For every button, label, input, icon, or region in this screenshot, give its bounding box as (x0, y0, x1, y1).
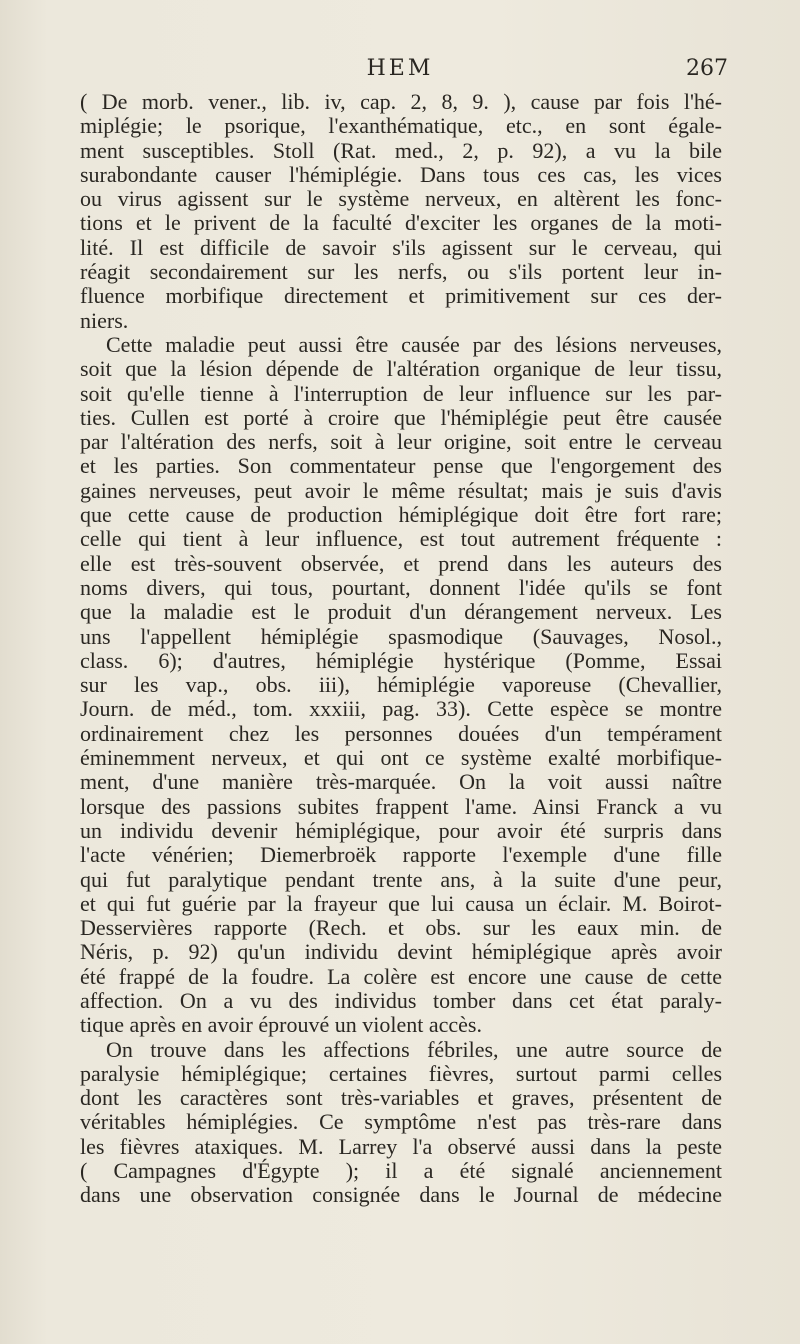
text-line: soit qu'elle tienne à l'interruption de leur influence sur les par- (80, 380, 722, 406)
text-line: dont les caractères sont très-variables et graves, présentent de (80, 1085, 722, 1111)
text-line: niers. (80, 307, 129, 333)
text-line: les fièvres ataxiques. M. Larrey l'a observé aussi dans la peste (80, 1133, 722, 1159)
text-line: ment susceptibles. Stoll (Rat. med., 2, p. 92), a vu la bile (80, 137, 722, 163)
running-head: HEM (366, 56, 434, 81)
text-line: elle est très-souvent observée, et prend dans les auteurs des (80, 550, 722, 576)
text-line: véritables hémiplégies. Ce symptôme n'est pas très-rare dans (80, 1109, 722, 1135)
text-line: que cette cause de production hémiplégique doit être fort rare; (80, 502, 722, 528)
text-line: soit que la lésion dépende de l'altération organique de leur tissu, (80, 356, 722, 382)
text-line: gaines nerveuses, peut avoir le même résultat; mais je suis d'avis (80, 477, 722, 503)
text-line: Desservières rapporte (Rech. et obs. sur les eaux min. de (80, 915, 722, 941)
text-line: class. 6); d'autres, hémiplégie hystérique (Pomme, Essai (80, 647, 722, 673)
text-line: lorsque des passions subites frappent l'ame. Ainsi Franck a vu (80, 793, 722, 819)
text-line: ( Campagnes d'Égypte ); il a été signalé anciennement (80, 1158, 722, 1184)
text-line: sur les vap., obs. iii), hémiplégie vaporeuse (Chevallier, (80, 672, 722, 698)
text-line: On trouve dans les affections fébriles, une autre source de (106, 1036, 722, 1062)
text-line: été frappé de la foudre. La colère est encore une cause de cette (80, 963, 722, 989)
text-line: affection. On a vu des individus tomber dans cet état paraly- (80, 987, 722, 1013)
text-line: surabondante causer l'hémiplégie. Dans tous ces cas, les vices (80, 161, 722, 187)
text-line: ment, d'une manière très-marquée. On la voit aussi naître (80, 769, 722, 795)
text-line: uns l'appellent hémiplégie spasmodique (Sauvages, Nosol., (80, 623, 722, 649)
text-line: qui fut paralytique pendant trente ans, à la suite d'une peur, (80, 866, 722, 892)
text-line: réagit secondairement sur les nerfs, ou s'ils portent leur in- (80, 259, 722, 285)
text-line: fluence morbifique directement et primitivement sur ces der- (80, 283, 722, 309)
text-line: éminemment nerveux, et qui ont ce système exalté morbifique- (80, 745, 722, 771)
text-line: miplégie; le psorique, l'exanthématique, etc., en sont égale- (80, 113, 722, 139)
text-line: Cette maladie peut aussi être causée par des lésions nerveuses, (106, 331, 722, 357)
text-line: celle qui tient à leur influence, est tout autrement fréquente : (80, 526, 722, 552)
text-line: lité. Il est difficile de savoir s'ils agissent sur le cerveau, qui (80, 234, 722, 260)
page-number: 267 (686, 56, 728, 81)
paragraph (80, 333, 722, 1038)
text-line: l'acte vénérien; Diemerbroëk rapporte l'exemple d'une fille (80, 842, 722, 868)
text-line: noms divers, qui tous, pourtant, donnent l'idée qu'ils se font (80, 574, 722, 600)
text-line: que la maladie est le produit d'un dérangement nerveux. Les (80, 599, 722, 625)
text-line: ( De morb. vener., lib. iv, cap. 2, 8, 9. ), cause par fois l'hé- (80, 89, 722, 114)
paragraph (80, 90, 722, 333)
page-header (0, 56, 800, 90)
text-line: dans une observation consignée dans le Journal de médecine (80, 1182, 722, 1208)
text-line: paralysie hémiplégique; certaines fièvres, surtout parmi celles (80, 1060, 722, 1086)
text-line: ties. Cullen est porté à croire que l'hémiplégie peut être causée (80, 404, 722, 430)
text-line: par l'altération des nerfs, soit à leur origine, soit entre le cerveau (80, 429, 722, 455)
text-line: un individu devenir hémiplégique, pour avoir été surpris dans (80, 817, 722, 843)
text-line: et qui fut guérie par la frayeur que lui causa un éclair. M. Boirot- (80, 890, 722, 916)
text-line: ou virus agissent sur le système nerveux, en altèrent les fonc- (80, 186, 722, 212)
text-line: Journ. de méd., tom. xxxiii, pag. 33). Cette espèce se montre (80, 696, 722, 722)
text-line: tions et le privent de la faculté d'exciter les organes de la moti- (80, 210, 722, 236)
text-line: ordinairement chez les personnes douées d'un tempérament (80, 720, 722, 746)
text-line: et les parties. Son commentateur pense que l'engorgement des (80, 453, 722, 479)
paragraph (80, 1038, 722, 1208)
text-line: tique après en avoir éprouvé un violent accès. (80, 1012, 482, 1038)
body-text (80, 90, 722, 1208)
text-line: Néris, p. 92) qu'un individu devint hémiplégique après avoir (80, 939, 722, 965)
